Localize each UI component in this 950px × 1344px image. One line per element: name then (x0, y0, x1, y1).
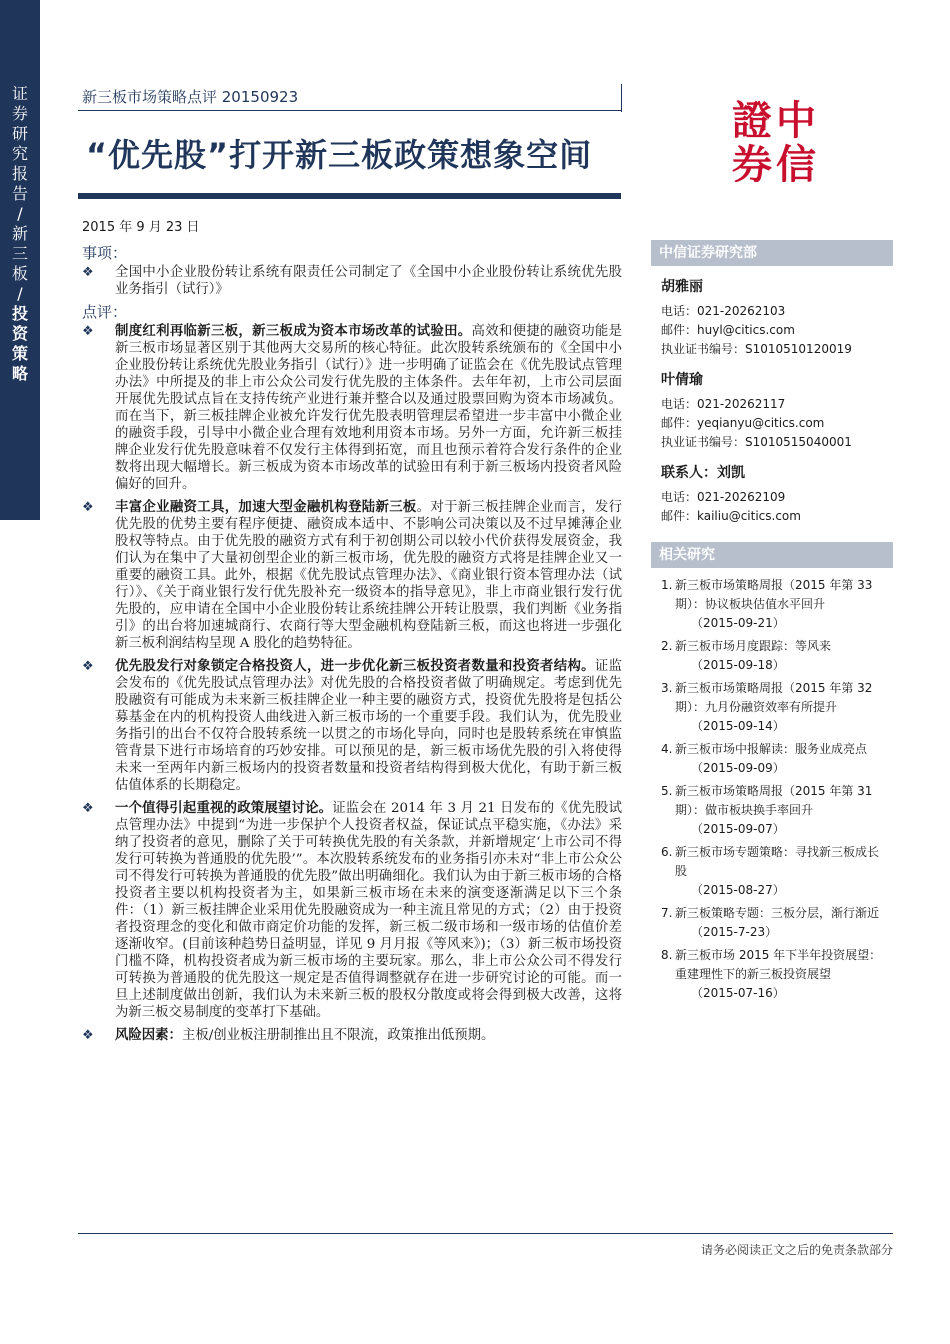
title-divider (78, 193, 621, 199)
point-3-text: 证监会发布的《优先股试点管理办法》对优先股的合格投资者做了明确规定。考虑到优先股融资有可能成为未来新三板挂牌企业一种主要的融资方式，投资优先股将是包括公募基金在内的机构投资人曲线进入新三板市场的一个重要手段。我们认为，优先股业务指引的出台不仅符合股转系统一以贯之的市场化导向，同时也是股转系统在审慎监管背景下进行市场培育的巧妙安排。可以预见的是，新三板市场优先股的引入将使得未来一至两年内新三板场内的投资者数量和投资者结构得到极大优化，有助于新三板估值体系的长期稳定。 (115, 659, 623, 793)
related-text: 新三板市场专题策略：寻找新三板成长股 (675, 845, 880, 878)
analyst-name: 叶倩瑜 (661, 372, 703, 388)
sidebar-part2: 新三板 (11, 224, 28, 283)
page-title: “优先股”打开新三板政策想象空间 (86, 136, 593, 174)
point-5-text: 主板/创业板注册制推出且不限流，政策推出低预期。 (181, 1028, 495, 1043)
related-num: 5. (661, 784, 673, 798)
related-date: （2015-09-14） (691, 719, 785, 733)
related-text: 新三板市场月度跟踪：等风来 (675, 639, 832, 653)
main-content (82, 245, 622, 1050)
right-column (651, 240, 893, 1007)
related-num: 2. (661, 639, 673, 653)
related-item[interactable] (661, 904, 889, 942)
comment-point-1 (82, 323, 622, 493)
contact-phone: 电话：021-20262109 (661, 490, 786, 504)
point-3-lead: 优先股发行对象锁定合格投资人，进一步优化新三板投资者数量和投资者结构。 (115, 659, 595, 674)
comment-point-4 (82, 800, 622, 1021)
point-1-lead: 制度红利再临新三板，新三板成为资本市场改革的试验田。 (115, 324, 472, 339)
diamond-bullet-icon: ❖ (82, 1028, 94, 1043)
diamond-bullet-icon: ❖ (82, 265, 94, 280)
analyst-2 (651, 369, 893, 452)
footer-disclaimer: 请务必阅读正文之后的免责条款部分 (700, 1243, 893, 1257)
diamond-bullet-icon: ❖ (82, 659, 94, 674)
related-item[interactable] (661, 843, 889, 900)
sidebar (0, 0, 40, 520)
point-2-lead: 丰富企业融资工具，加速大型金融机构登陆新三板 (115, 500, 417, 515)
related-date: （2015-08-27） (691, 883, 785, 897)
analyst-name: 胡雅丽 (661, 279, 703, 295)
diamond-bullet-icon: ❖ (82, 324, 94, 339)
logo-char-quan: 券 (732, 142, 772, 182)
related-date: （2015-09-09） (691, 761, 785, 775)
related-num: 7. (661, 906, 673, 920)
point-2-text: 。对于新三板挂牌企业而言，发行优先股的优势主要有程序便捷、融资成本适中、不影响公司决策以及不过早摊薄企业股权等特点。由于优先股的融资方式有利于初创期公司以较小代价获得发展资金，我们认为在集中了大量初创型企业的新三板市场，优先股的融资方式将是挂牌企业又一重要的融资工具。此外，根据《优先股试点管理办法》、《商业银行资本管理办法（试行）》、《关于商业银行发行优先股补充一级资本的指导意见》，非上市商业银行发行优先股的，应申请在全国中小企业股份转让系统挂牌公开转让股票，我们判断《业务指引》的出台将加速城商行、农商行等大型金融机构登陆新三板，而这也将进一步强化新三板利润结构呈现 A 股化的趋势特征。 (115, 500, 623, 651)
point-5-lead: 风险因素： (115, 1028, 182, 1043)
related-text: 新三板市场 2015 年下半年投资展望：重建理性下的新三板投资展望 (675, 948, 882, 981)
analyst-1 (651, 276, 893, 359)
logo-char-zhong: 中 (776, 98, 816, 144)
related-list (651, 568, 893, 1003)
header-divider (78, 110, 621, 111)
related-num: 1. (661, 578, 673, 592)
comment-heading: 点评： (82, 303, 128, 321)
related-text: 新三板市场策略周报（2015 年第 33 期）：协议板块估值水平回升 (675, 578, 873, 611)
sidebar-label (8, 84, 32, 384)
related-text: 新三板策略专题：三板分层，渐行渐近 (675, 906, 880, 920)
analyst-phone: 电话：021-20262103 (661, 304, 786, 318)
analyst-cert: 执业证书编号：S1010515040001 (661, 435, 852, 449)
sidebar-separator-2: / (17, 284, 23, 303)
comment-point-5 (82, 1027, 622, 1044)
related-date: （2015-09-18） (691, 658, 785, 672)
related-date: （2015-09-21） (691, 616, 785, 630)
issue-item (82, 264, 622, 298)
diamond-bullet-icon: ❖ (82, 500, 94, 515)
logo-char-xin: 信 (776, 142, 816, 182)
analyst-phone: 电话：021-20262117 (661, 397, 786, 411)
related-item[interactable] (661, 782, 889, 839)
related-num: 6. (661, 845, 673, 859)
related-num: 8. (661, 948, 673, 962)
related-item[interactable] (661, 637, 889, 675)
diamond-bullet-icon: ❖ (82, 801, 94, 816)
contact-email[interactable]: 邮件：kailiu@citics.com (661, 509, 801, 523)
sidebar-part3: 投资策略 (11, 304, 28, 383)
dept-title: 中信证券研究部 (651, 240, 893, 266)
point-4-text: 证监会在 2014 年 3 月 21 日发布的《优先股试点管理办法》中提到“为进一步保护个人投资者权益，保证试点平稳实施，《办法》采纳了投资者的意见，删除了关于可转换优先股的有关条款，并新增规定‘上市公司不得发行可转换为普通股的优先股’”。本次股转系统发布的业务指引亦未对“非上市公众公司不得发行可转换为普通股的优先股”做出明确细化。我们认为由于新三板市场的合格投资者主要以机构投资者为主，如果新三板市场在未来的演变逐渐满足以下三个条件：（1）新三板挂牌企业采用优先股融资成为一种主流且常见的方式；（2）由于投资者投资理念的变化和做市商定价功能的发挥，新三板二级市场和一级市场的估值价差逐渐收窄。(目前该种趋势日益明显，详见 9 月月报《等风来》)；（3）新三板市场投资门槛不降，机构投资者成为新三板市场的主要玩家。那么，非上市公众公司不得发行可转换为普通股的优先股这一规定是否值得调整就存在进一步研究讨论的可能。而一旦上述制度做出创新，我们认为未来新三板的股权分散度或将会得到极大改善，这将为新三板交易制度的变革打下基础。 (115, 801, 622, 1020)
citics-logo (730, 92, 822, 182)
related-num: 3. (661, 681, 673, 695)
sidebar-part1: 证券研究报告 (11, 84, 28, 203)
related-item[interactable] (661, 946, 889, 1003)
point-1-text: 高效和便捷的融资功能是新三板市场显著区别于其他两大交易所的核心特征。此次股转系统颁布的《全国中小企业股份转让系统优先股业务指引（试行）》进一步明确了证监会在《优先股试点管理办法》中所提及的非上市公众公司发行优先股的主体条件。去年年初，上市公司层面开展优先股试点旨在支持传统产业进行兼并整合以及通过股票回购为资本市场减负。而在当下，新三板挂牌企业被允许发行优先股表明管理层希望进一步丰富中小微企业的融资手段，引导中小微企业合理有效地利用资本市场。另外一方面，允许新三板挂牌企业发行优先股意味着不仅发行主体得到拓宽，而且也预示着符合发行条件的企业数将出现大幅增长。新三板成为资本市场改革的试验田有利于新三板场内投资者风险偏好的回升。 (115, 324, 623, 492)
contact (651, 462, 893, 526)
related-item[interactable] (661, 679, 889, 736)
report-series: 新三板市场策略点评 20150923 (82, 88, 299, 106)
footer-divider (78, 1233, 893, 1234)
analyst-cert: 执业证书编号：S1010510120019 (661, 342, 852, 356)
related-text: 新三板市场策略周报（2015 年第 31 期）：做市板块换手率回升 (675, 784, 873, 817)
issue-text: 全国中小企业股份转让系统有限责任公司制定了《全国中小企业股份转让系统优先股业务指引（试行）》 (115, 265, 622, 297)
sidebar-separator-1: / (17, 204, 23, 223)
issue-heading: 事项： (82, 244, 128, 262)
related-date: （2015-7-23） (691, 925, 778, 939)
analyst-email[interactable]: 邮件：huyl@citics.com (661, 323, 795, 337)
point-4-lead: 一个值得引起重视的政策展望讨论。 (115, 801, 333, 816)
related-num: 4. (661, 742, 673, 756)
comment-point-2 (82, 499, 622, 652)
comment-point-3 (82, 658, 622, 794)
related-item[interactable] (661, 576, 889, 633)
header-vertical-divider (621, 84, 622, 112)
related-text: 新三板市场策略周报（2015 年第 32 期）：九月份融资效率有所提升 (675, 681, 873, 714)
logo-char-zheng: 證 (732, 98, 772, 144)
report-date: 2015 年 9 月 23 日 (82, 220, 200, 235)
related-date: （2015-07-16） (691, 986, 785, 1000)
related-title: 相关研究 (651, 542, 893, 568)
related-text: 新三板市场中报解读：服务业成亮点 (675, 742, 868, 756)
analyst-email[interactable]: 邮件：yeqianyu@citics.com (661, 416, 825, 430)
contact-name: 联系人：刘凯 (661, 465, 745, 481)
related-item[interactable] (661, 740, 889, 778)
related-date: （2015-09-07） (691, 822, 785, 836)
